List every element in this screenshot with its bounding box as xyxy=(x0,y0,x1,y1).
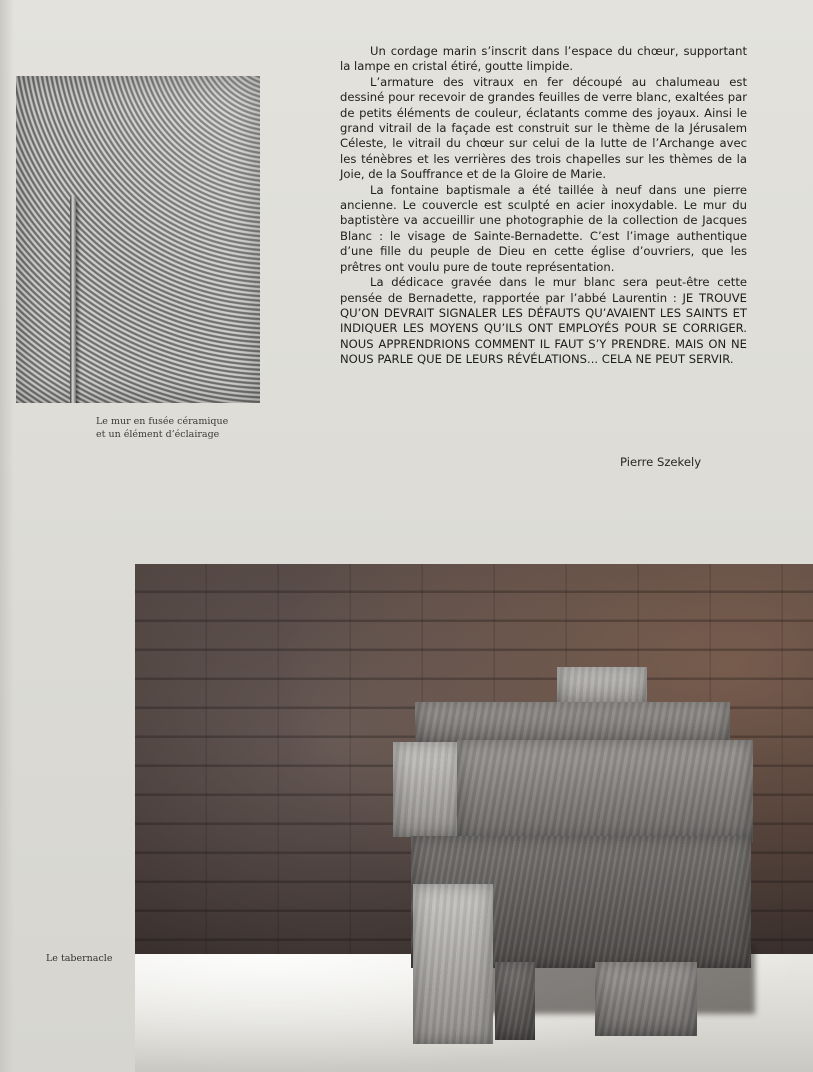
paragraph-fontaine: La fontaine baptismale a été taillée à neuf dans une pierre ancienne. Le couvercle est sculpté en acier inoxydable. Le mur du baptistère va accueillir une photographie de la collection de Jacques Blanc : le visage de Sainte-Bernadette. C’est l’image authentique d’une fille du peuple de Dieu en cette église d’ouvriers, que les prêtres ont voulu pure de toute représentation. xyxy=(340,182,747,274)
ceramic-wall-photo xyxy=(16,76,260,403)
paragraph-cordage: Un cordage marin s’inscrit dans l’espace du chœur, supportant la lampe en cristal étiré, goutte limpide. xyxy=(340,44,747,74)
sculpture-center-leg xyxy=(495,962,535,1040)
wall-caption-line-1: Le mur en fusée céramique xyxy=(96,416,229,427)
wall-caption-line-2: et un élément d’éclairage xyxy=(96,429,220,440)
wall-photo-caption xyxy=(96,415,276,441)
tabernacle-caption: Le tabernacle xyxy=(46,953,113,964)
sculpture-middle-block xyxy=(457,740,753,842)
author-signature: Pierre Szekely xyxy=(620,455,702,469)
lighting-rod xyxy=(70,196,76,403)
sculpture-left-leg xyxy=(413,884,493,1044)
sculpture-right-leg xyxy=(595,962,697,1036)
article-body xyxy=(340,44,747,368)
tabernacle-photo xyxy=(135,564,813,1072)
sculpture-middle-left-block xyxy=(393,742,463,837)
paragraph-vitraux: L’armature des vitraux en fer découpé au chalumeau est dessiné pour recevoir de grandes feuilles de verre blanc, exaltées par de petits éléments de couleur, éclatants comme des joyaux. Ainsi le grand vitrail de la façade est construit sur le thème de la Jérusalem Céleste, le vitrail du chœur sur celui de la lutte de l’Archange avec les ténèbres et les verrières des trois chapelles sur les thèmes de la Joie, de la Souffrance et de la Gloire de Marie. xyxy=(340,74,747,182)
paragraph-dedicace: La dédicace gravée dans le mur blanc sera peut-être cette pensée de Bernadette, rapportée par l’abbé Laurentin : JE TROUVE QU’ON DEVRAIT SIGNALER LES DÉFAUTS QU’AVAIENT LES SAINTS ET INDIQUER LES MOYENS QU’ILS ONT EMPLOYÉS POUR SE CORRIGER. NOUS APPRENDRIONS COMMENT IL FAUT S’Y PRENDRE. MAIS ON NE NOUS PARLE QUE DE LEURS RÉVÉLATIONS... CELA NE PEUT SERVIR. xyxy=(340,275,747,367)
